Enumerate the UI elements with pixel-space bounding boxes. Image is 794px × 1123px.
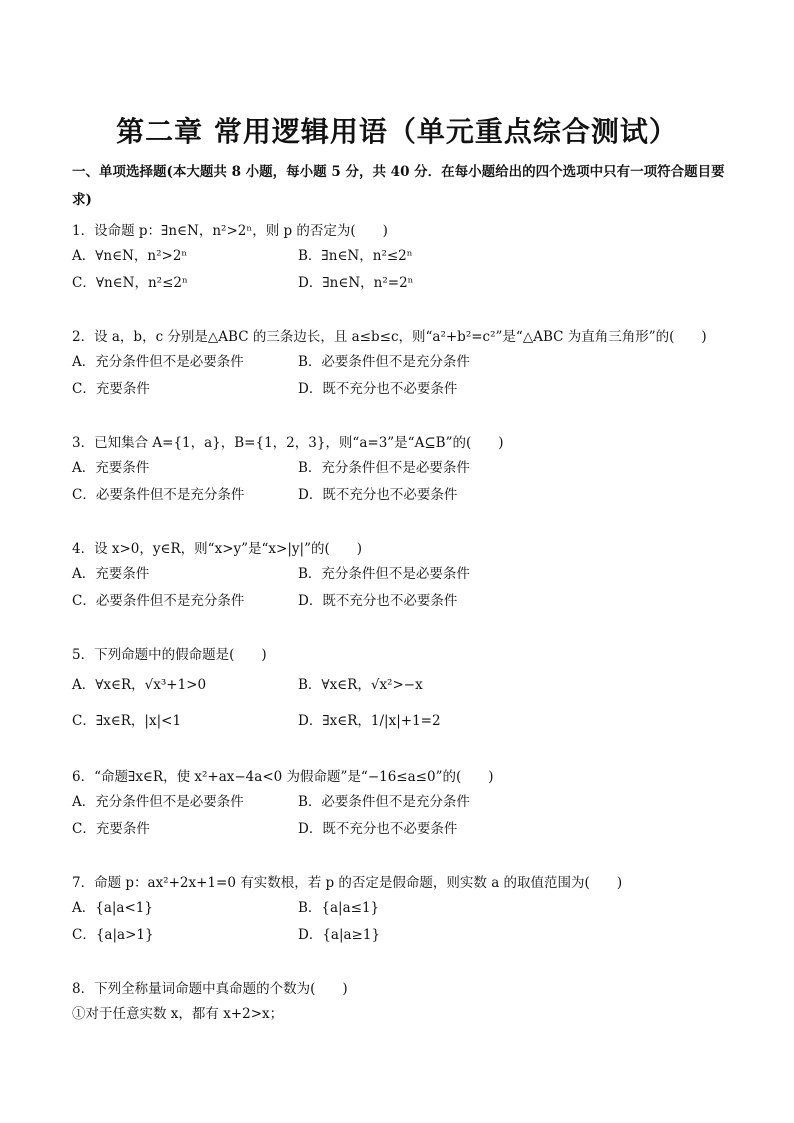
option-d: D．既不充分也不必要条件 [298,487,458,503]
option-c: C．∀n∈N，n²≤2ⁿ [72,275,188,291]
option-a: A．∀x∈R，√x³+1>0 [72,677,207,693]
option-c: C．{a|a>1} [72,927,154,943]
option-b: B．∃n∈N，n²≤2ⁿ [298,248,413,264]
question-7 [72,873,742,949]
question-5 [72,645,742,739]
option-d: D．∃n∈N，n²=2ⁿ [298,275,414,291]
question-1 [72,221,742,297]
option-d: D．{a|a≥1} [298,927,381,943]
question-stem: 7．命题 p：ax²+2x+1=0 有实数根，若 p 的否定是假命题，则实数 a 的取值范围为( ) [72,875,623,891]
question-2 [72,327,742,403]
option-a: A．充要条件 [72,566,150,582]
option-a: A．充分条件但不是必要条件 [72,794,244,810]
question-stem: 3．已知集合 A={1，a}，B={1，2，3}，则“a=3”是“A⊆B”的( ) [72,435,504,451]
question-stem: 8．下列全称量词命题中真命题的个数为( ) [72,981,348,997]
option-d: D．既不充分也不必要条件 [298,593,458,609]
option-b: B．必要条件但不是充分条件 [298,354,470,370]
page-title: 第二章 常用逻辑用语（单元重点综合测试） [116,115,678,148]
option-a: A．{a|a<1} [72,900,153,916]
option-a: A．充分条件但不是必要条件 [72,354,244,370]
option-d: D．既不充分也不必要条件 [298,381,458,397]
question-6 [72,767,742,843]
option-b: B．必要条件但不是充分条件 [298,794,470,810]
option-d: D．∃x∈R，1/|x|+1=2 [298,713,441,729]
question-stem: 2．设 a，b，c 分别是△ABC 的三条边长，且 a≤b≤c，则“a²+b²=c²”是“△ABC 为直角三角形”的( ) [72,329,707,345]
option-b: B．充分条件但不是必要条件 [298,460,470,476]
option-b: B．{a|a≤1} [298,900,380,916]
option-c: C．充要条件 [72,381,150,397]
question-stem: 1．设命题 p：∃n∈N，n²>2ⁿ，则 p 的否定为( ) [72,223,388,239]
question-stem: 6．“命题∃x∈R，使 x²+ax−4a<0 为假命题”是“−16≤a≤0”的( ) [72,769,494,785]
question-8 [72,979,742,1028]
option-c: C．必要条件但不是充分条件 [72,593,245,609]
option-c: C．充要条件 [72,821,150,837]
section-header: 一、单项选择题(本大题共 8 小题，每小题 5 分，共 40 分．在每小题给出的四个选项中只有一项符合题目要求) [72,164,725,208]
option-a: A．∀n∈N，n²>2ⁿ [72,248,188,264]
option-c: C．必要条件但不是充分条件 [72,487,245,503]
option-d: D．既不充分也不必要条件 [298,821,458,837]
question-3 [72,433,742,509]
option-a: A．充要条件 [72,460,150,476]
question-stem: 4．设 x>0，y∈R，则“x>y”是“x>|y|”的( ) [72,541,363,557]
question-4 [72,539,742,615]
option-c: C．∃x∈R，|x|<1 [72,713,182,729]
statement-1: ①对于任意实数 x，都有 x+2>x； [72,1006,284,1022]
option-b: B．∀x∈R，√x²>−x [298,677,423,693]
option-b: B．充分条件但不是必要条件 [298,566,470,582]
question-stem: 5．下列命题中的假命题是( ) [72,647,267,663]
